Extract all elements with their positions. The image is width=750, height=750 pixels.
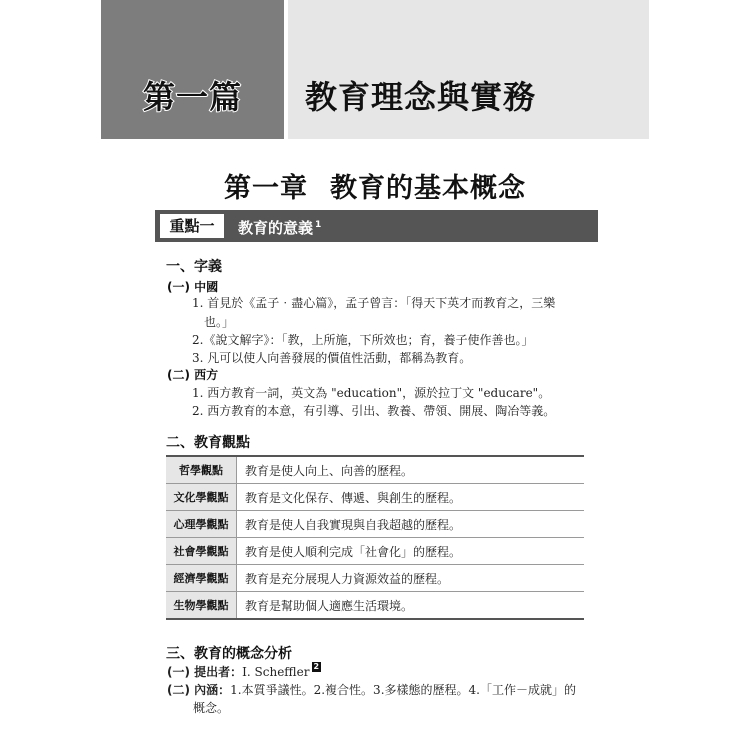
connotation-line [167, 681, 576, 698]
part-label: 第一篇 [142, 78, 242, 116]
part-banner-left [101, 0, 284, 139]
table-row [166, 456, 584, 484]
sub-heading-china: (一) 中國 [167, 280, 219, 294]
footnote-badge: 2 [313, 662, 320, 671]
table-row [166, 565, 584, 592]
viewpoint-key: 哲學觀點 [166, 456, 237, 484]
chapter-name: 教育的基本概念 [330, 173, 526, 204]
viewpoint-value: 教育是充分展現人力資源效益的歷程。 [237, 565, 585, 592]
proposer-name: I. Scheffler [242, 665, 310, 679]
viewpoints-table [166, 455, 584, 620]
keypoint-title [238, 217, 321, 238]
list-item: 1. 西方教育一詞，英文為 "education"，源於拉丁文 "educare"。 [192, 386, 551, 400]
sub-heading-west: (二) 西方 [167, 368, 219, 382]
viewpoint-key: 文化學觀點 [166, 484, 237, 511]
section-heading-viewpoints: 二、教育觀點 [166, 435, 250, 451]
table-row [166, 538, 584, 565]
connotation-continuation: 概念。 [193, 701, 230, 715]
viewpoint-key: 經濟學觀點 [166, 565, 237, 592]
viewpoint-value: 教育是文化保存、傳遞、與創生的歷程。 [237, 484, 585, 511]
connotation-label: (二) 內涵： [167, 683, 231, 697]
list-item: 2.《說文解字》：「教，上所施，下所效也；育，養子使作善也。」 [192, 333, 534, 347]
list-item: 3. 凡可以使人向善發展的價值性活動，都稱為教育。 [192, 351, 472, 365]
part-title: 教育理念與實務 [304, 78, 536, 116]
section-heading-concept-analysis: 三、教育的概念分析 [166, 646, 292, 662]
section-heading-literal-meaning: 一、字義 [166, 259, 222, 275]
keypoint-title-text: 教育的意義 [238, 219, 314, 237]
keypoint-label: 重點一 [160, 214, 224, 238]
table-row [166, 511, 584, 538]
chapter-title [101, 166, 649, 205]
table-row [166, 592, 584, 620]
connotation-text: 1.本質爭議性。2.複合性。3.多樣態的歷程。4.「工作－成就」的 [230, 683, 576, 697]
chapter-label: 第一章 [224, 173, 308, 204]
list-item-continuation: 也。」 [204, 315, 235, 329]
viewpoint-key: 生物學觀點 [166, 592, 237, 620]
viewpoint-value: 教育是使人自我實現與自我超越的歷程。 [237, 511, 585, 538]
list-item: 1. 首見於《孟子‧盡心篇》，孟子曾言：「得天下英才而教育之，三樂 [192, 296, 556, 310]
proposer-label: (一) 提出者： [167, 665, 243, 679]
part-banner-right [288, 0, 649, 139]
table-row [166, 484, 584, 511]
keypoint-footnote: 1 [315, 220, 322, 230]
viewpoint-value: 教育是使人向上、向善的歷程。 [237, 456, 585, 484]
viewpoint-key: 心理學觀點 [166, 511, 237, 538]
proposer-line [167, 662, 321, 680]
viewpoint-value: 教育是使人順利完成「社會化」的歷程。 [237, 538, 585, 565]
viewpoint-key: 社會學觀點 [166, 538, 237, 565]
viewpoint-value: 教育是幫助個人適應生活環境。 [237, 592, 585, 620]
list-item: 2. 西方教育的本意，有引導、引出、教養、帶領、開展、陶冶等義。 [192, 404, 556, 418]
